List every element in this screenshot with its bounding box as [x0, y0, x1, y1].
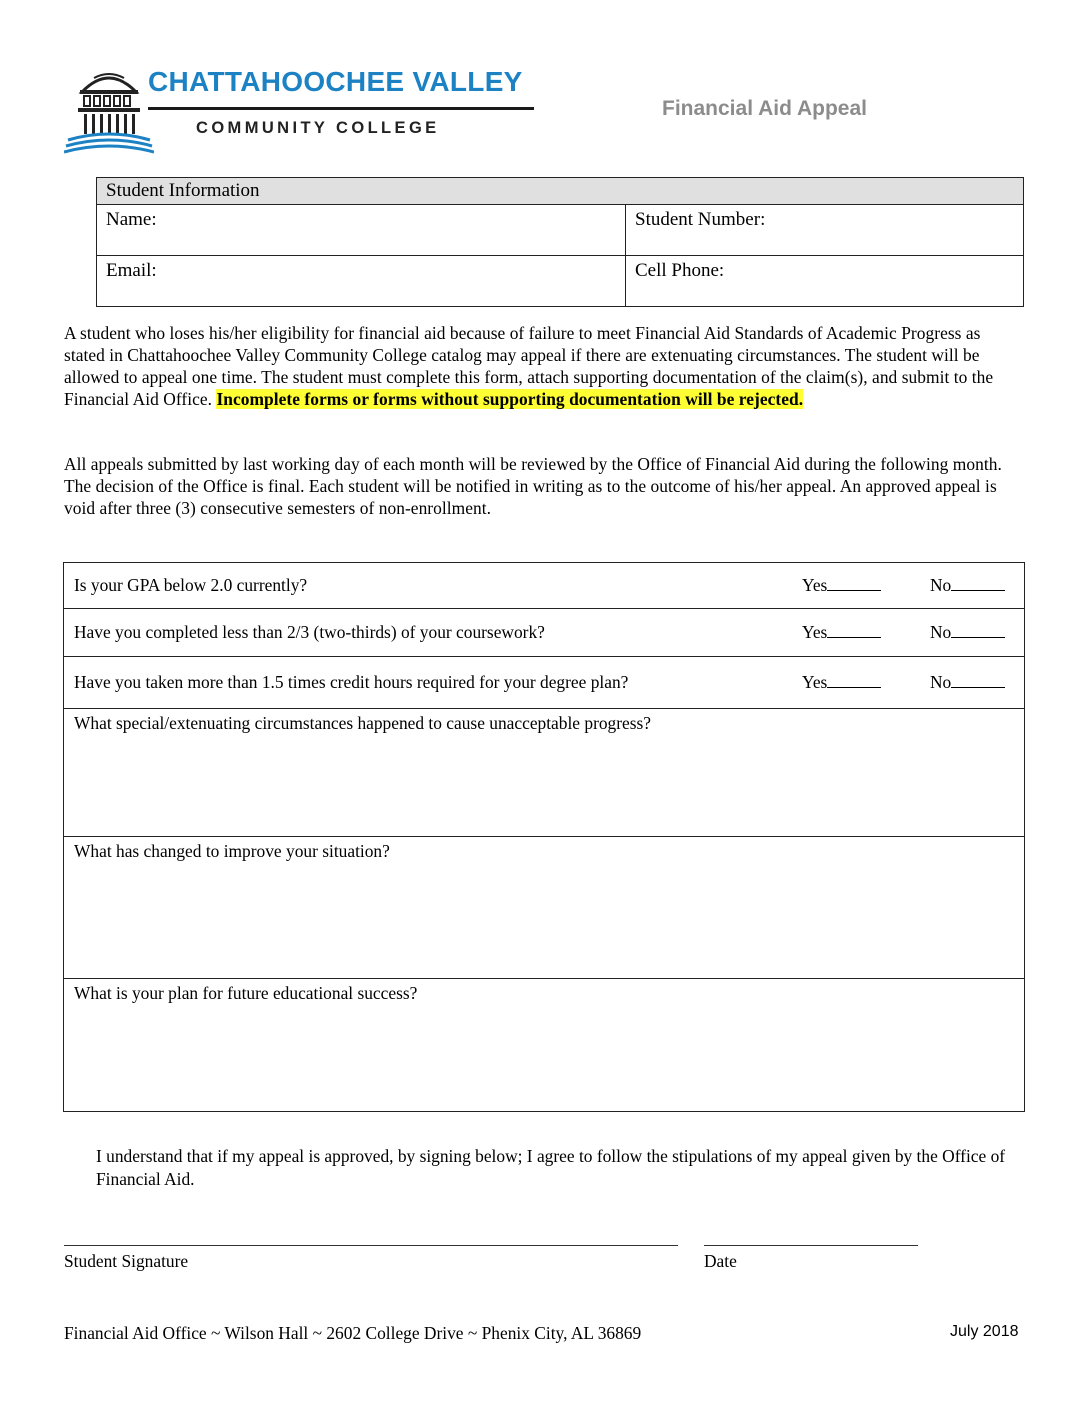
footer-revision-date: July 2018	[950, 1323, 1019, 1340]
footer-address: Financial Aid Office ~ Wilson Hall ~ 2602 College Drive ~ Phenix City, AL 36869	[64, 1323, 642, 1343]
student-information-header: Student Information	[97, 178, 1024, 205]
yes-answer-blank[interactable]: Yes	[802, 575, 930, 596]
college-building-logo-icon	[64, 64, 154, 156]
no-answer-blank[interactable]: No	[930, 575, 1014, 596]
document-title: Financial Aid Appeal	[662, 97, 867, 120]
agreement-statement: I understand that if my appeal is approved, by signing below; I agree to follow the stipulations of my appeal given by the Office of Financial Aid.	[96, 1146, 1006, 1189]
no-answer-blank[interactable]: No	[930, 672, 1014, 693]
student-signature-line[interactable]	[64, 1245, 678, 1246]
name-field[interactable]: Name:	[97, 205, 626, 256]
date-label: Date	[704, 1251, 737, 1271]
question-text: Have you completed less than 2/3 (two-thirds) of your coursework?	[74, 622, 545, 642]
eligibility-paragraph	[64, 322, 1024, 410]
email-field[interactable]: Email:	[97, 256, 626, 307]
no-answer-blank[interactable]: No	[930, 622, 1014, 643]
student-signature-label: Student Signature	[64, 1251, 189, 1271]
circumstances-answer-box[interactable]: What special/extenuating circumstances happened to cause unacceptable progress?	[64, 709, 1025, 837]
rejection-warning-highlight: Incomplete forms or forms without supporting documentation will be rejected.	[216, 389, 804, 409]
yes-answer-blank[interactable]: Yes	[802, 622, 930, 643]
cell-phone-field[interactable]: Cell Phone:	[626, 256, 1024, 307]
improvement-answer-box[interactable]: What has changed to improve your situation?	[64, 837, 1025, 979]
college-name-line2: COMMUNITY COLLEGE	[196, 119, 440, 137]
future-plan-answer-box[interactable]: What is your plan for future educational success?	[64, 979, 1025, 1112]
appeal-questions-table	[63, 562, 1025, 1112]
review-paragraph: All appeals submitted by last working day of each month will be reviewed by the Office of Financial Aid during the following month. The decision of the Office is final. Each student will be notified in writing as to the outcome of his/her appeal. An approved appeal is void after three (3) consecutive semesters of non-enrollment.	[64, 454, 1002, 518]
yes-answer-blank[interactable]: Yes	[802, 672, 930, 693]
question-row	[64, 609, 1025, 657]
college-name-line1: CHATTAHOOCHEE VALLEY	[148, 66, 523, 97]
eligibility-text: A student who loses his/her eligibility for financial aid because of failure to meet Financial Aid Standards of Academic Progress as stated in Chattahoochee Valley Community College catalog may appeal if there are extenuating circumstances. The student will be allowed to appeal one time. The student must complete this form, attach supporting documentation of the claim(s), and submit to the Financial Aid Office.	[64, 323, 994, 409]
question-row	[64, 563, 1025, 609]
question-row	[64, 657, 1025, 709]
date-line[interactable]	[704, 1245, 918, 1246]
student-information-table	[96, 177, 1024, 307]
logo-divider	[148, 107, 534, 110]
student-number-field[interactable]: Student Number:	[626, 205, 1024, 256]
question-text: Have you taken more than 1.5 times credit hours required for your degree plan?	[74, 672, 629, 692]
question-text: Is your GPA below 2.0 currently?	[74, 575, 308, 595]
